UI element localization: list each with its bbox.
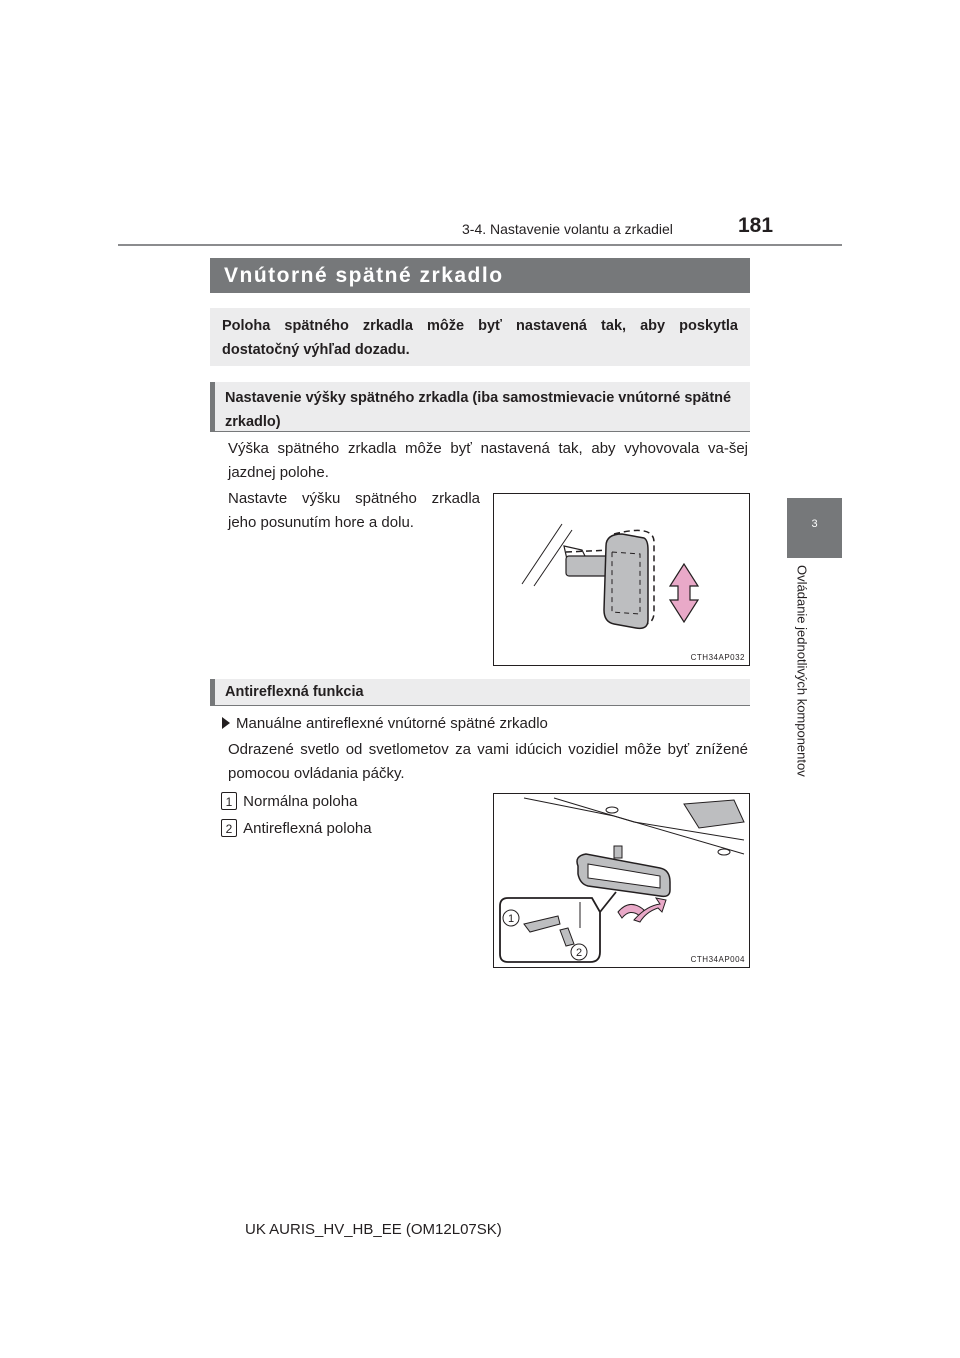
number-badge-2: 2 — [221, 819, 237, 837]
height-paragraph-2: Nastavte výšku spätného zrkadla jeho posunutím hore a dolu. — [228, 490, 480, 531]
running-header: 3-4. Nastavenie volantu a zrkadiel — [462, 221, 673, 237]
position-item-2 — [221, 817, 481, 841]
bullet-triangle-icon — [222, 717, 230, 729]
antiglare-paragraph: Odrazené svetlo od svetlometov za vami idúcich vozidiel môže byť znížené pomocou ovládania páčky. — [228, 741, 748, 782]
position-item-1 — [221, 790, 481, 814]
mirror-height-illustration — [494, 494, 749, 665]
position-label-1: Normálna poloha — [243, 793, 358, 810]
height-paragraph-1: Výška spätného zrkadla môže byť nastavená tak, aby vyhovovala va-šej jazdnej polohe. — [228, 440, 748, 481]
section-title: Vnútorné spätné zrkadlo — [210, 258, 750, 293]
height-adjust-heading: Nastavenie výšky spätného zrkadla (iba samostmievacie vnútorné spätné zrkadlo) — [210, 382, 750, 432]
chapter-tab: 3 — [787, 498, 842, 558]
antiglare-figure — [493, 793, 750, 968]
mirror-height-figure — [493, 493, 750, 666]
chapter-title-vertical — [787, 565, 817, 815]
antiglare-illustration — [494, 794, 749, 967]
bullet-text: Manuálne antireflexné vnútorné spätné zrkadlo — [236, 715, 548, 732]
callout-2-label: 2 — [575, 947, 583, 959]
callout-1-label: 1 — [507, 913, 515, 925]
bullet-item — [222, 712, 742, 736]
footer-model-code: UK AURIS_HV_HB_EE (OM12L07SK) — [245, 1221, 502, 1238]
page-number: 181 — [738, 214, 774, 237]
header-rule — [118, 244, 842, 246]
figure-code: CTH34AP032 — [690, 653, 745, 662]
intro-box: Poloha spätného zrkadla môže byť nastavená tak, aby poskytla dostatočný výhľad dozadu. — [210, 308, 750, 366]
chapter-title: Ovládanie jednotlivých komponentov — [794, 565, 810, 777]
antiglare-heading: Antireflexná funkcia — [210, 679, 750, 706]
position-label-2: Antireflexná poloha — [243, 820, 372, 837]
figure-code-2: CTH34AP004 — [690, 955, 745, 964]
number-badge-1: 1 — [221, 792, 237, 810]
